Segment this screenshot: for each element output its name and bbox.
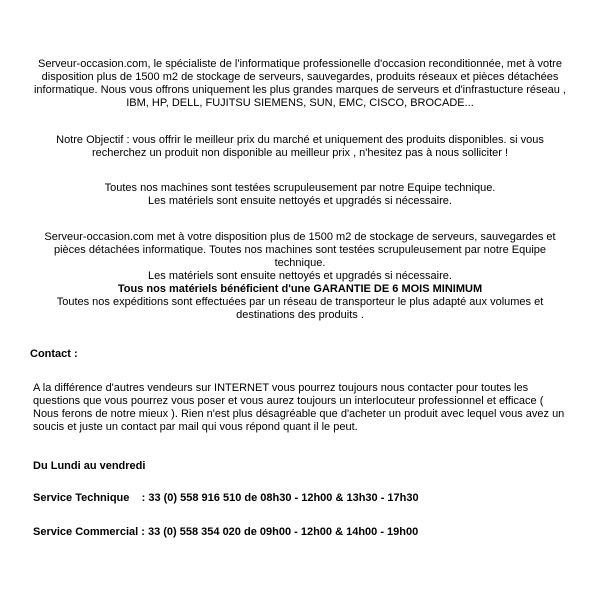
tested-paragraph	[30, 182, 570, 208]
intro-line: informatique. Nous vous offrons uniquement les plus grandes marques de serveurs et d'infrastucture réseau ,	[33, 84, 567, 96]
service-technique-label: Service Technique	[33, 492, 142, 504]
intro-line: disposition plus de 1500 m2 de stockage de serveurs, sauvegardes, produits réseaux et pièces détachées	[41, 71, 559, 83]
objective-line: Notre Objectif : vous offrir le meilleur prix du marché et uniquement des produits disponibles. si vous	[56, 134, 544, 146]
objective-paragraph	[30, 134, 570, 160]
contact-line: A la différence d'autres vendeurs sur INTERNET vous pourrez toujours nous contacter pour toutes les	[33, 382, 529, 394]
summary-paragraph	[30, 231, 570, 322]
tested-line: Toutes nos machines sont testées scrupuleusement par notre Equipe technique.	[104, 182, 496, 194]
tested-line: Les matériels sont ensuite nettoyés et upgradés si nécessaire.	[148, 195, 452, 207]
summary-line: pièces détachées informatique. Toutes nos machines sont testées scrupuleusement par notre Equipe	[53, 244, 547, 256]
summary-line: Serveur-occasion.com met à votre disposition plus de 1500 m2 de stockage de serveurs, sauvegardes et	[44, 231, 556, 243]
summary-line: destinations des produits .	[236, 309, 364, 321]
objective-line: recherchez un produit non disponible au meilleur prix , n'hesitez pas à nous solliciter !	[91, 147, 509, 159]
opening-days: Du Lundi au vendredi	[33, 460, 146, 472]
service-commercial-row	[33, 526, 573, 539]
intro-line: Serveur-occasion.com, le spécialiste de l'informatique professionelle d'occasion reconditionnée, met à votre	[38, 58, 562, 70]
contact-heading: Contact :	[30, 348, 78, 360]
contact-line: soucis et juste un contact par mail qui vous répond quant il le peut.	[33, 421, 358, 433]
summary-line: Les matériels sont ensuite nettoyés et upgradés si nécessaire.	[148, 270, 452, 282]
brands-line: IBM, HP, DELL, FUJITSU SIEMENS, SUN, EMC, CISCO, BROCADE...	[126, 97, 474, 109]
service-commercial-phone: : 33 (0) 558 354 020 de 09h00 - 12h00 & 14h00 - 19h00	[141, 526, 419, 538]
service-technique-row	[33, 492, 573, 505]
contact-line: questions que vous pourrez vous poser et vous aurez toujours un interlocuteur professionnel et efficace (	[33, 395, 544, 407]
summary-line: Toutes nos expéditions sont effectuées par un réseau de transporteur le plus adapté aux volumes et	[56, 296, 544, 308]
warranty-line: Tous nos matériels bénéficient d'une GARANTIE DE 6 MOIS MINIMUM	[117, 283, 483, 295]
contact-line: Nous ferons de notre mieux ). Rien n'est plus désagréable que d'acheter un produit avec lequel vous avez un	[33, 408, 565, 420]
service-technique-phone: : 33 (0) 558 916 510 de 08h30 - 12h00 & 13h30 - 17h30	[141, 492, 419, 504]
contact-paragraph	[33, 382, 573, 434]
intro-paragraph	[30, 58, 570, 110]
summary-line: technique.	[274, 257, 326, 269]
service-commercial-label: Service Commercial	[33, 526, 142, 538]
